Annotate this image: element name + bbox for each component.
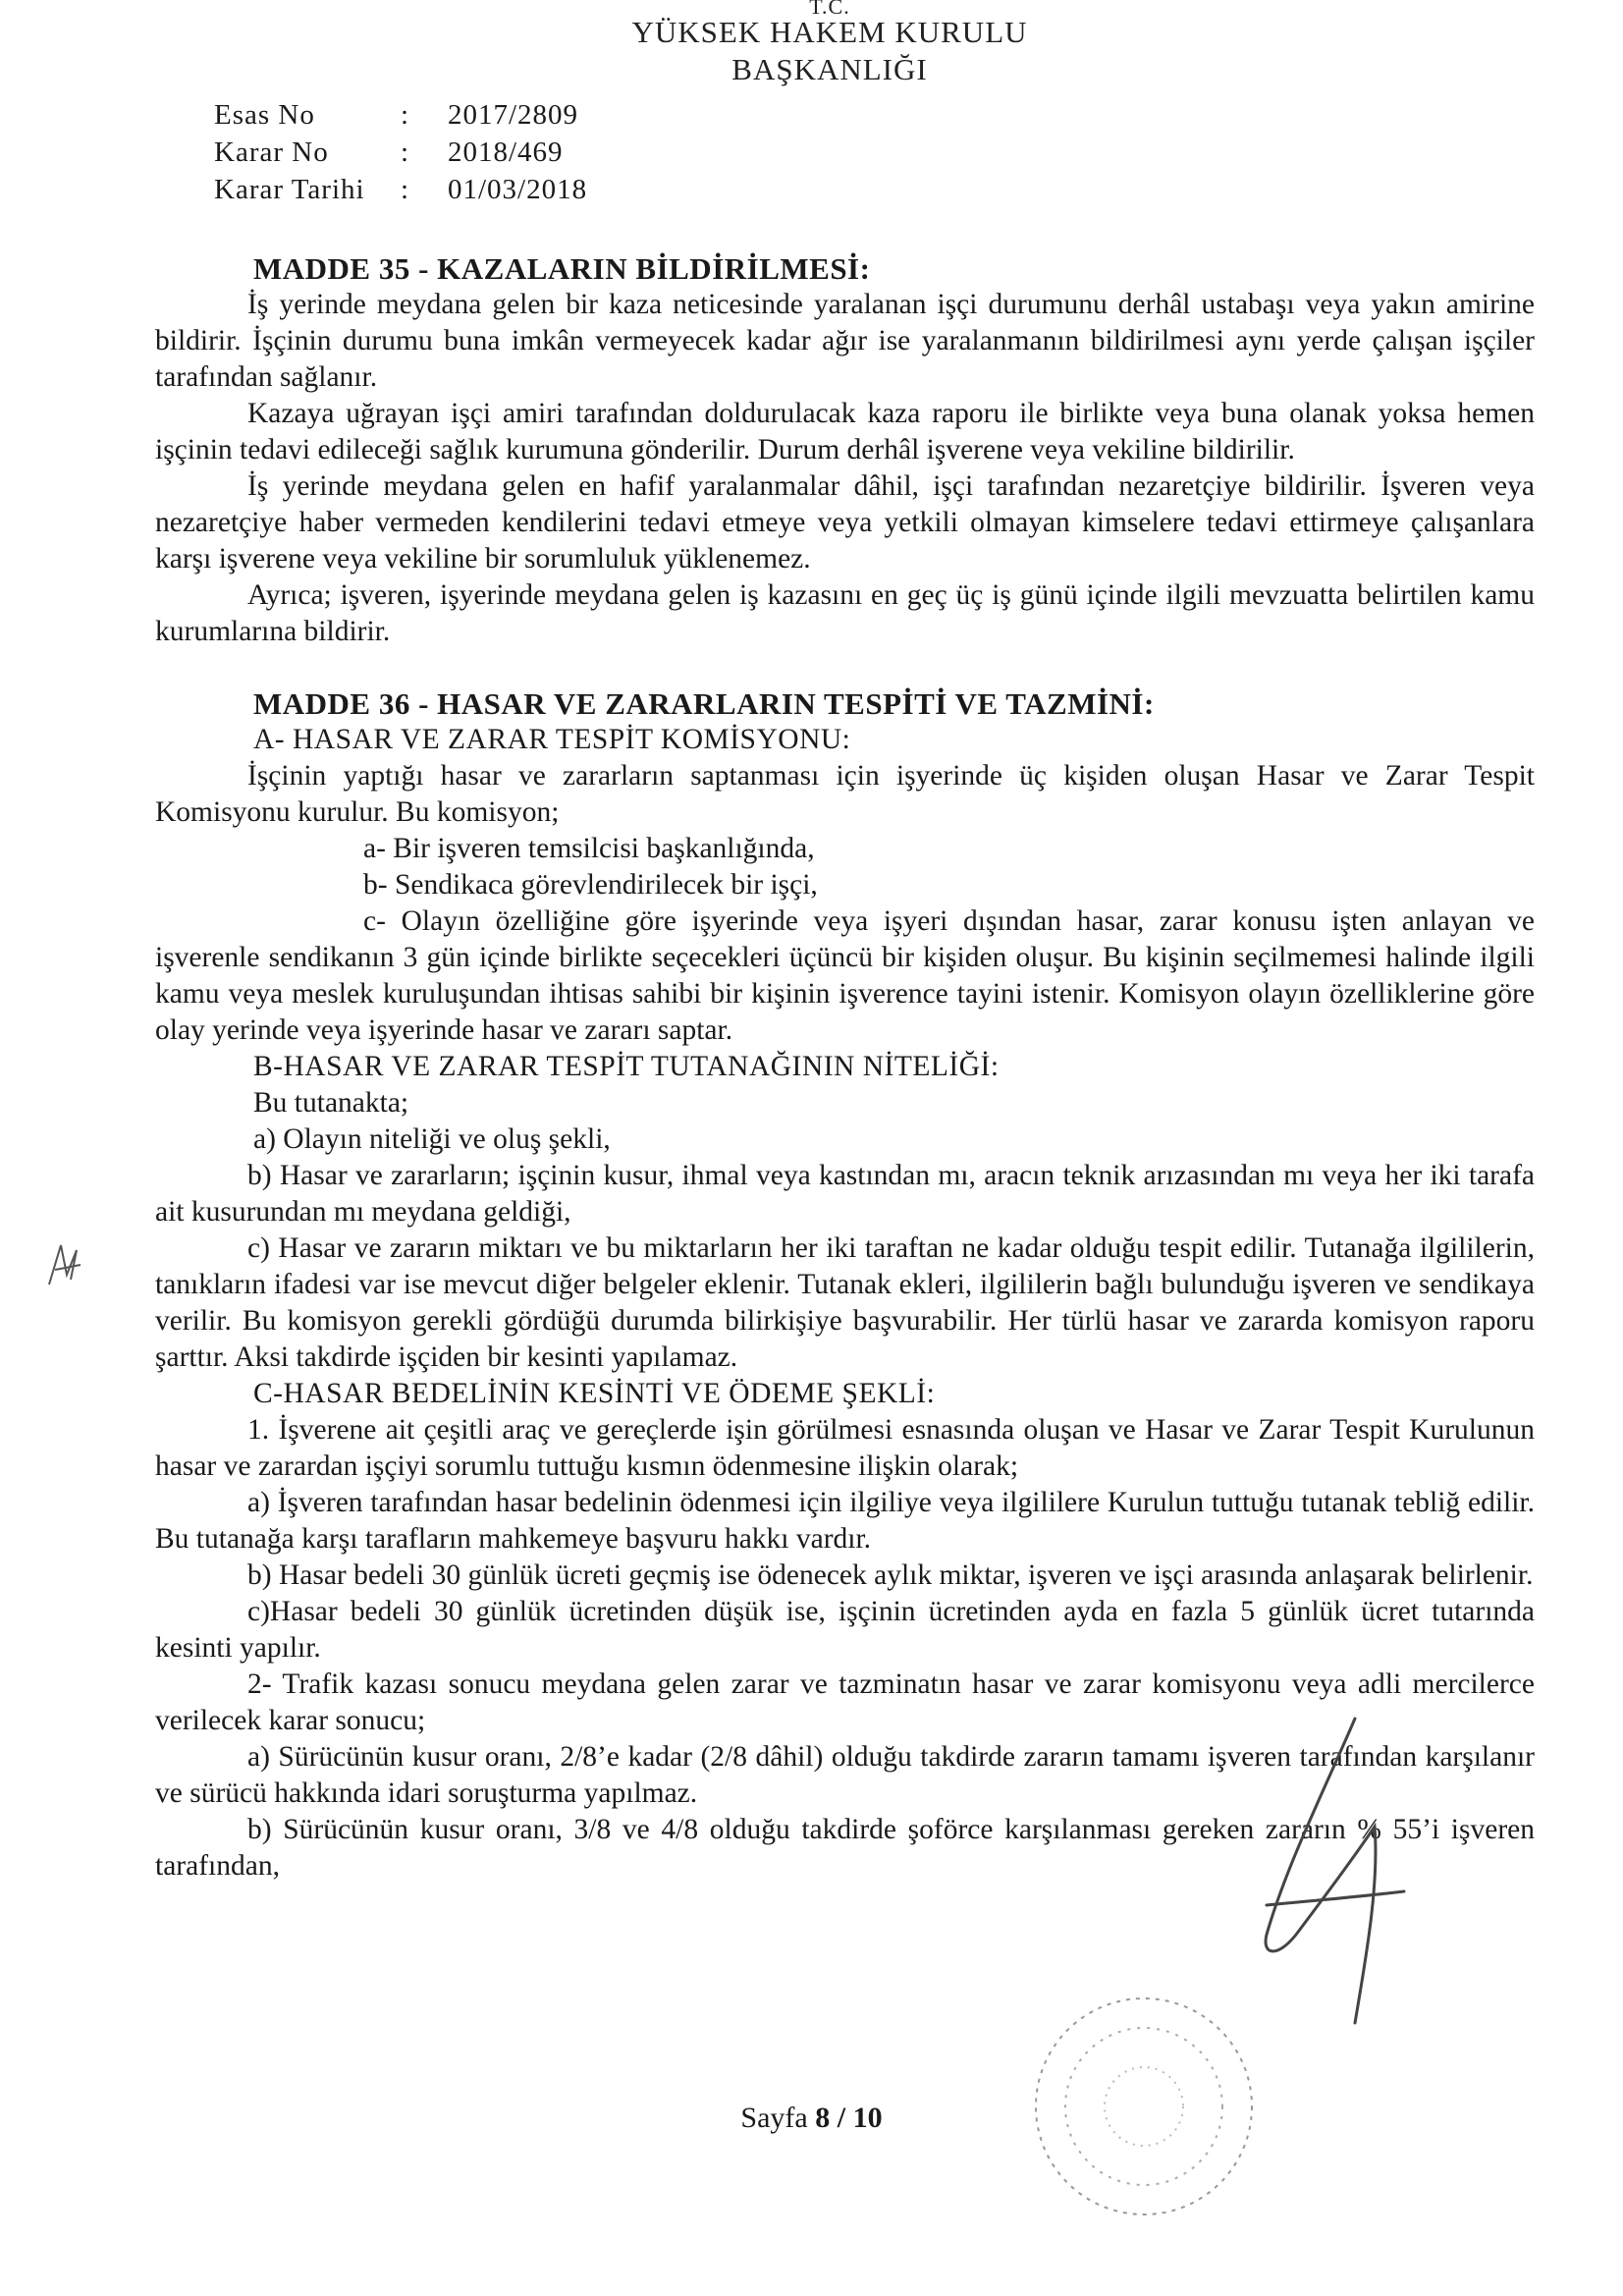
case-info-key: Esas No — [214, 99, 315, 131]
document-body — [155, 250, 1535, 1885]
list-item: b) Hasar bedeli 30 günlük ücreti geçmiş ise ödenecek aylık miktar, işveren ve işçi arasında anlaşarak belirlenir. — [247, 1559, 1534, 1591]
case-info-key: Karar No — [214, 137, 329, 168]
page-label: Sayfa — [740, 2102, 808, 2134]
list-item: a) İşveren tarafından hasar bedelinin ödenmesi için ilgiliye veya ilgililere Kurulun tuttuğu tutanak tebliğ edilir. Bu tutanağa karşı tarafların mahkemeye başvuru hakkı vardır. — [155, 1487, 1535, 1555]
paragraph: Kazaya uğrayan işçi amiri tarafından doldurulacak kaza raporu ile birlikte veya buna olanak yoksa hemen işçinin tedavi edileceği sağlık kurumuna gönderilir. Durum derhâl işverene veya vekiline bildirilir. — [155, 398, 1535, 465]
list-item: a) Sürücünün kusur oranı, 2/8’e kadar (2/8 dâhil) olduğu takdirde zararın tamamı işveren tarafından karşılanır ve sürücü hakkında idari soruşturma yapılmaz. — [155, 1741, 1535, 1809]
paragraph: İş yerinde meydana gelen bir kaza neticesinde yaralanan işçi durumunu derhâl ustabaşı veya yakın amirine bildirir. İşçinin durumu buna imkân vermeyecek kadar ağır ise yaralanmanın bildirilmesi aynı yerde çalışan işçiler tarafından sağlanır. — [155, 289, 1535, 393]
case-info — [214, 96, 587, 208]
case-info-row: Karar Tarihi : 01/03/2018 — [214, 171, 587, 208]
list-item: b) Sürücünün kusur oranı, 3/8 ve 4/8 olduğu takdirde şoförce karşılanması gereken zararın % 55’i işveren tarafından, — [155, 1814, 1535, 1882]
section-b-title: B-HASAR VE ZARAR TESPİT TUTANAĞININ NİTELİĞİ: — [253, 1051, 1000, 1082]
paragraph: Bu tutanakta; — [253, 1087, 409, 1119]
list-item: b- Sendikaca görevlendirilecek bir işçi, — [363, 869, 818, 901]
official-seal-icon — [1021, 1984, 1267, 2229]
case-info-row: Karar No : 2018/469 — [214, 134, 587, 171]
case-info-row: Esas No : 2017/2809 — [214, 96, 587, 134]
institution-name: YÜKSEK HAKEM KURULU — [631, 15, 1028, 49]
list-item: c) Hasar ve zararın miktarı ve bu miktarların her iki taraftan ne kadar olduğu tespit edilir. Tutanağa ilgililerin, tanıkların ifadesi var ise mevcut diğer belgeler eklenir. Tutanak ekleri, ilgililerin bağlı bulunduğu işveren ve sendikaya verilir. Bu komisyon gerekli gördüğü durumda bilirkişiye başvurabilir. Her türlü hasar ve zararda komisyon raporu şarttır. Aksi takdirde işçiden bir kesinti yapılamaz. — [155, 1232, 1535, 1373]
margin-initials-icon — [41, 1235, 90, 1294]
case-info-key: Karar Tarihi — [214, 174, 365, 205]
paragraph: İşçinin yaptığı hasar ve zararların saptanması için işyerinde üç kişiden oluşan Hasar ve Zarar Tespit Komisyonu kurulur. Bu komisyon; — [155, 760, 1535, 828]
article-35-title: MADDE 35 - KAZALARIN BİLDİRİLMESİ: — [253, 251, 871, 286]
institution-top: T.C. — [809, 0, 850, 14]
list-item: 2- Trafik kazası sonucu meydana gelen zarar ve tazminatın hasar ve zarar komisyonu veya adli mercilerce verilecek karar sonucu; — [155, 1668, 1535, 1736]
case-info-value: 01/03/2018 — [448, 174, 588, 205]
list-item: c- Olayın özelliğine göre işyerinde veya işyeri dışından hasar, zarar konusu işten anlayan ve işverenle sendikanın 3 gün içinde birlikte seçecekleri üçüncü bir kişiden oluşur. Bu kişinin seçilmemesi halinde ilgili kamu veya meslek kuruluşundan ihtisas sahibi bir kişinin işverence tayini istenir. Komisyon olayın özelliklerine göre olay yerinde veya işyerinde hasar ve zararı saptar. — [155, 905, 1535, 1046]
institution-header — [530, 0, 1129, 88]
page-count: 8 / 10 — [815, 2102, 883, 2134]
institution-office: BAŞKANLIĞI — [731, 52, 928, 86]
list-item: c)Hasar bedeli 30 günlük ücretinden düşük ise, işçinin ücretinden ayda en fazla 5 günlük ücret tutarında kesinti yapılır. — [155, 1596, 1535, 1664]
list-item: 1. İşverene ait çeşitli araç ve gereçlerde işin görülmesi esnasında oluşan ve Hasar ve Zarar Tespit Kurulunun hasar ve zarardan işçiyi sorumlu tuttuğu kısmın ödenmesine ilişkin olarak; — [155, 1414, 1535, 1482]
section-a-title: A- HASAR VE ZARAR TESPİT KOMİSYONU: — [253, 724, 851, 755]
paragraph: İş yerinde meydana gelen en hafif yaralanmalar dâhil, işçi tarafından nezaretçiye bildirilir. İşveren veya nezaretçiye haber vermeden kendilerini tedavi etmeye veya yetkili olmayan kimselere tedavi ettirmeye çalışanlara karşı işverene veya vekiline bir sorumluluk yüklenemez. — [155, 470, 1535, 574]
list-item: a) Olayın niteliği ve oluş şekli, — [253, 1123, 611, 1155]
case-info-value: 2018/469 — [448, 137, 564, 168]
page-number — [0, 2102, 1623, 2135]
paragraph: Ayrıca; işveren, işyerinde meydana gelen iş kazasını en geç üç iş günü içinde ilgili mevzuatta belirtilen kamu kurumlarına bildirir. — [155, 579, 1535, 647]
list-item: a- Bir işveren temsilcisi başkanlığında, — [363, 833, 815, 864]
list-item: b) Hasar ve zararların; işçinin kusur, ihmal veya kastından mı, aracın teknik arızasından mı veya her iki tarafa ait kusurundan mı meydana geldiği, — [155, 1160, 1535, 1228]
section-c-title: C-HASAR BEDELİNİN KESİNTİ VE ÖDEME ŞEKLİ: — [253, 1378, 936, 1409]
article-36-title: MADDE 36 - HASAR VE ZARARLARIN TESPİTİ VE TAZMİNİ: — [253, 686, 1155, 721]
case-info-value: 2017/2809 — [448, 99, 579, 131]
